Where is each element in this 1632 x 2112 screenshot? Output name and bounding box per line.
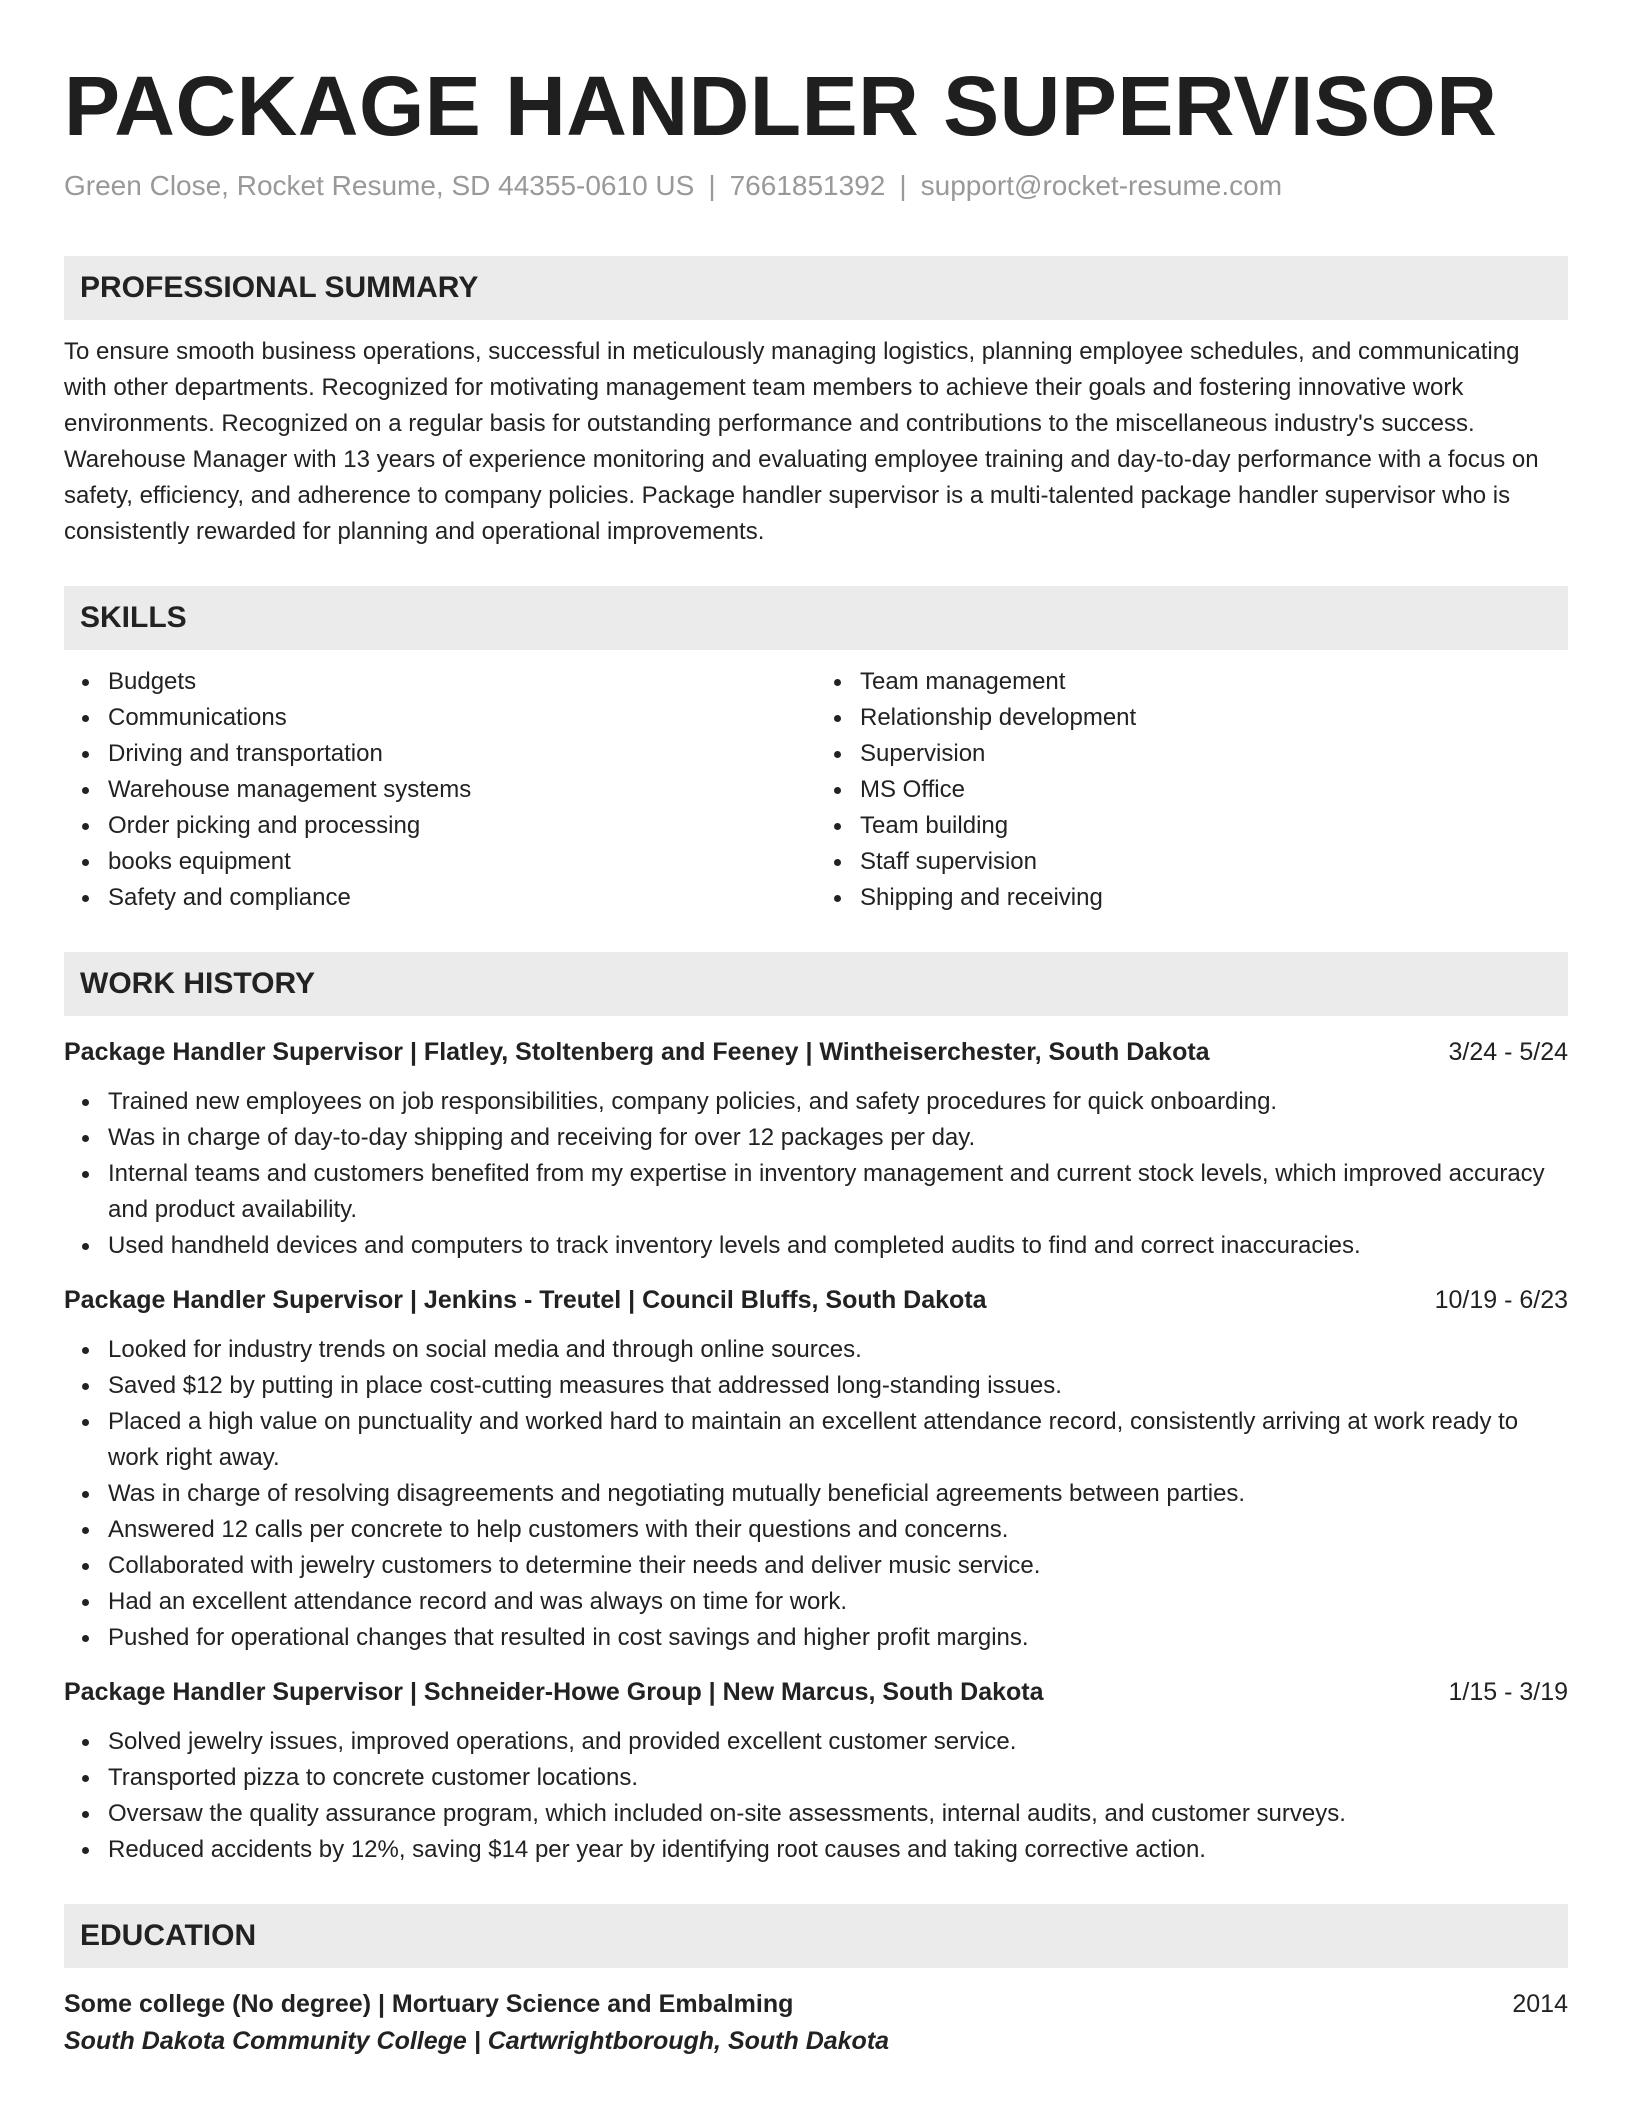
job-bullets — [64, 1084, 1568, 1264]
education-entry — [64, 1986, 1568, 2060]
job-entry — [64, 1034, 1568, 1264]
skill-item: Communications — [108, 700, 816, 736]
section-header-education: EDUCATION — [64, 1904, 1568, 1968]
education-year: 2014 — [1512, 1990, 1568, 2018]
job-bullet: Answered 12 calls per concrete to help customers with their questions and concerns. — [108, 1512, 1568, 1548]
skills-column-right — [816, 664, 1568, 916]
job-dates: 3/24 - 5/24 — [1448, 1038, 1568, 1066]
summary-text: To ensure smooth business operations, successful in meticulously managing logistics, planning employee schedules, and communicating with other departments. Recognized for motivating management team members to achieve their goals and fostering innovative work environments. Recognized on a regular basis for outstanding performance and contributions to the miscellaneous industry's success. Warehouse Manager with 13 years of experience monitoring and evaluating employee training and day-to-day performance with a focus on safety, efficiency, and adherence to company policies. Package handler supervisor is a multi-talented package handler supervisor who is consistently rewarded for planning and operational improvements. — [64, 338, 1539, 545]
job-bullet: Oversaw the quality assurance program, which included on-site assessments, internal audits, and customer surveys. — [108, 1796, 1568, 1832]
skill-item: Driving and transportation — [108, 736, 816, 772]
skills-list — [64, 664, 1568, 916]
contact-phone: 7661851392 — [729, 170, 886, 201]
section-header-summary: PROFESSIONAL SUMMARY — [64, 256, 1568, 320]
job-bullet: Used handheld devices and computers to track inventory levels and completed audits to find and correct inaccuracies. — [108, 1228, 1568, 1264]
job-bullet: Placed a high value on punctuality and worked hard to maintain an excellent attendance record, consistently arriving at work ready to work right away. — [108, 1404, 1568, 1476]
contact-separator: | — [899, 170, 907, 201]
job-heading: Package Handler Supervisor | Jenkins - Treutel | Council Bluffs, South Dakota — [64, 1286, 987, 1314]
skill-item: Team building — [860, 808, 1568, 844]
job-bullet: Reduced accidents by 12%, saving $14 per year by identifying root causes and taking corrective action. — [108, 1832, 1568, 1868]
skill-item: Supervision — [860, 736, 1568, 772]
job-bullets — [64, 1724, 1568, 1868]
job-bullet: Looked for industry trends on social media and through online sources. — [108, 1332, 1568, 1368]
contact-address: Green Close, Rocket Resume, SD 44355-0610 US — [64, 170, 695, 201]
job-bullets — [64, 1332, 1568, 1656]
skill-item: Team management — [860, 664, 1568, 700]
job-bullet: Collaborated with jewelry customers to determine their needs and deliver music service. — [108, 1548, 1568, 1584]
section-header-work-history: WORK HISTORY — [64, 952, 1568, 1016]
candidate-name: PACKAGE HANDLER SUPERVISOR — [64, 59, 1498, 153]
contact-email: support@rocket-resume.com — [920, 170, 1283, 201]
skill-item: books equipment — [108, 844, 816, 880]
job-bullet: Solved jewelry issues, improved operations, and provided excellent customer service. — [108, 1724, 1568, 1760]
section-header-skills: SKILLS — [64, 586, 1568, 650]
job-bullet: Transported pizza to concrete customer locations. — [108, 1760, 1568, 1796]
skill-item: Order picking and processing — [108, 808, 816, 844]
job-bullet: Was in charge of day-to-day shipping and receiving for over 12 packages per day. — [108, 1120, 1568, 1156]
job-bullet: Saved $12 by putting in place cost-cutting measures that addressed long-standing issues. — [108, 1368, 1568, 1404]
job-heading: Package Handler Supervisor | Flatley, Stoltenberg and Feeney | Wintheiserchester, South Dakota — [64, 1038, 1210, 1066]
job-bullet: Pushed for operational changes that resulted in cost savings and higher profit margins. — [108, 1620, 1568, 1656]
contact-line — [64, 168, 1568, 204]
job-entry — [64, 1674, 1568, 1868]
skills-column-left — [64, 664, 816, 916]
job-bullet: Was in charge of resolving disagreements and negotiating mutually beneficial agreements between parties. — [108, 1476, 1568, 1512]
job-entry — [64, 1282, 1568, 1656]
education-degree: Some college (No degree) | Mortuary Science and Embalming — [64, 1990, 794, 2018]
skill-item: Relationship development — [860, 700, 1568, 736]
work-history-list — [64, 1034, 1568, 1868]
skill-item: Budgets — [108, 664, 816, 700]
job-bullet: Internal teams and customers benefited from my expertise in inventory management and current stock levels, which improved accuracy and product availability. — [108, 1156, 1568, 1228]
job-bullet: Had an excellent attendance record and was always on time for work. — [108, 1584, 1568, 1620]
job-heading: Package Handler Supervisor | Schneider-Howe Group | New Marcus, South Dakota — [64, 1678, 1044, 1706]
skill-item: Safety and compliance — [108, 880, 816, 916]
skill-item: MS Office — [860, 772, 1568, 808]
skill-item: Staff supervision — [860, 844, 1568, 880]
contact-separator: | — [708, 170, 716, 201]
job-bullet: Trained new employees on job responsibilities, company policies, and safety procedures for quick onboarding. — [108, 1084, 1568, 1120]
job-dates: 1/15 - 3/19 — [1448, 1678, 1568, 1706]
skill-item: Warehouse management systems — [108, 772, 816, 808]
job-dates: 10/19 - 6/23 — [1434, 1286, 1568, 1314]
skill-item: Shipping and receiving — [860, 880, 1568, 916]
education-school: South Dakota Community College | Cartwrightborough, South Dakota — [64, 2027, 890, 2055]
